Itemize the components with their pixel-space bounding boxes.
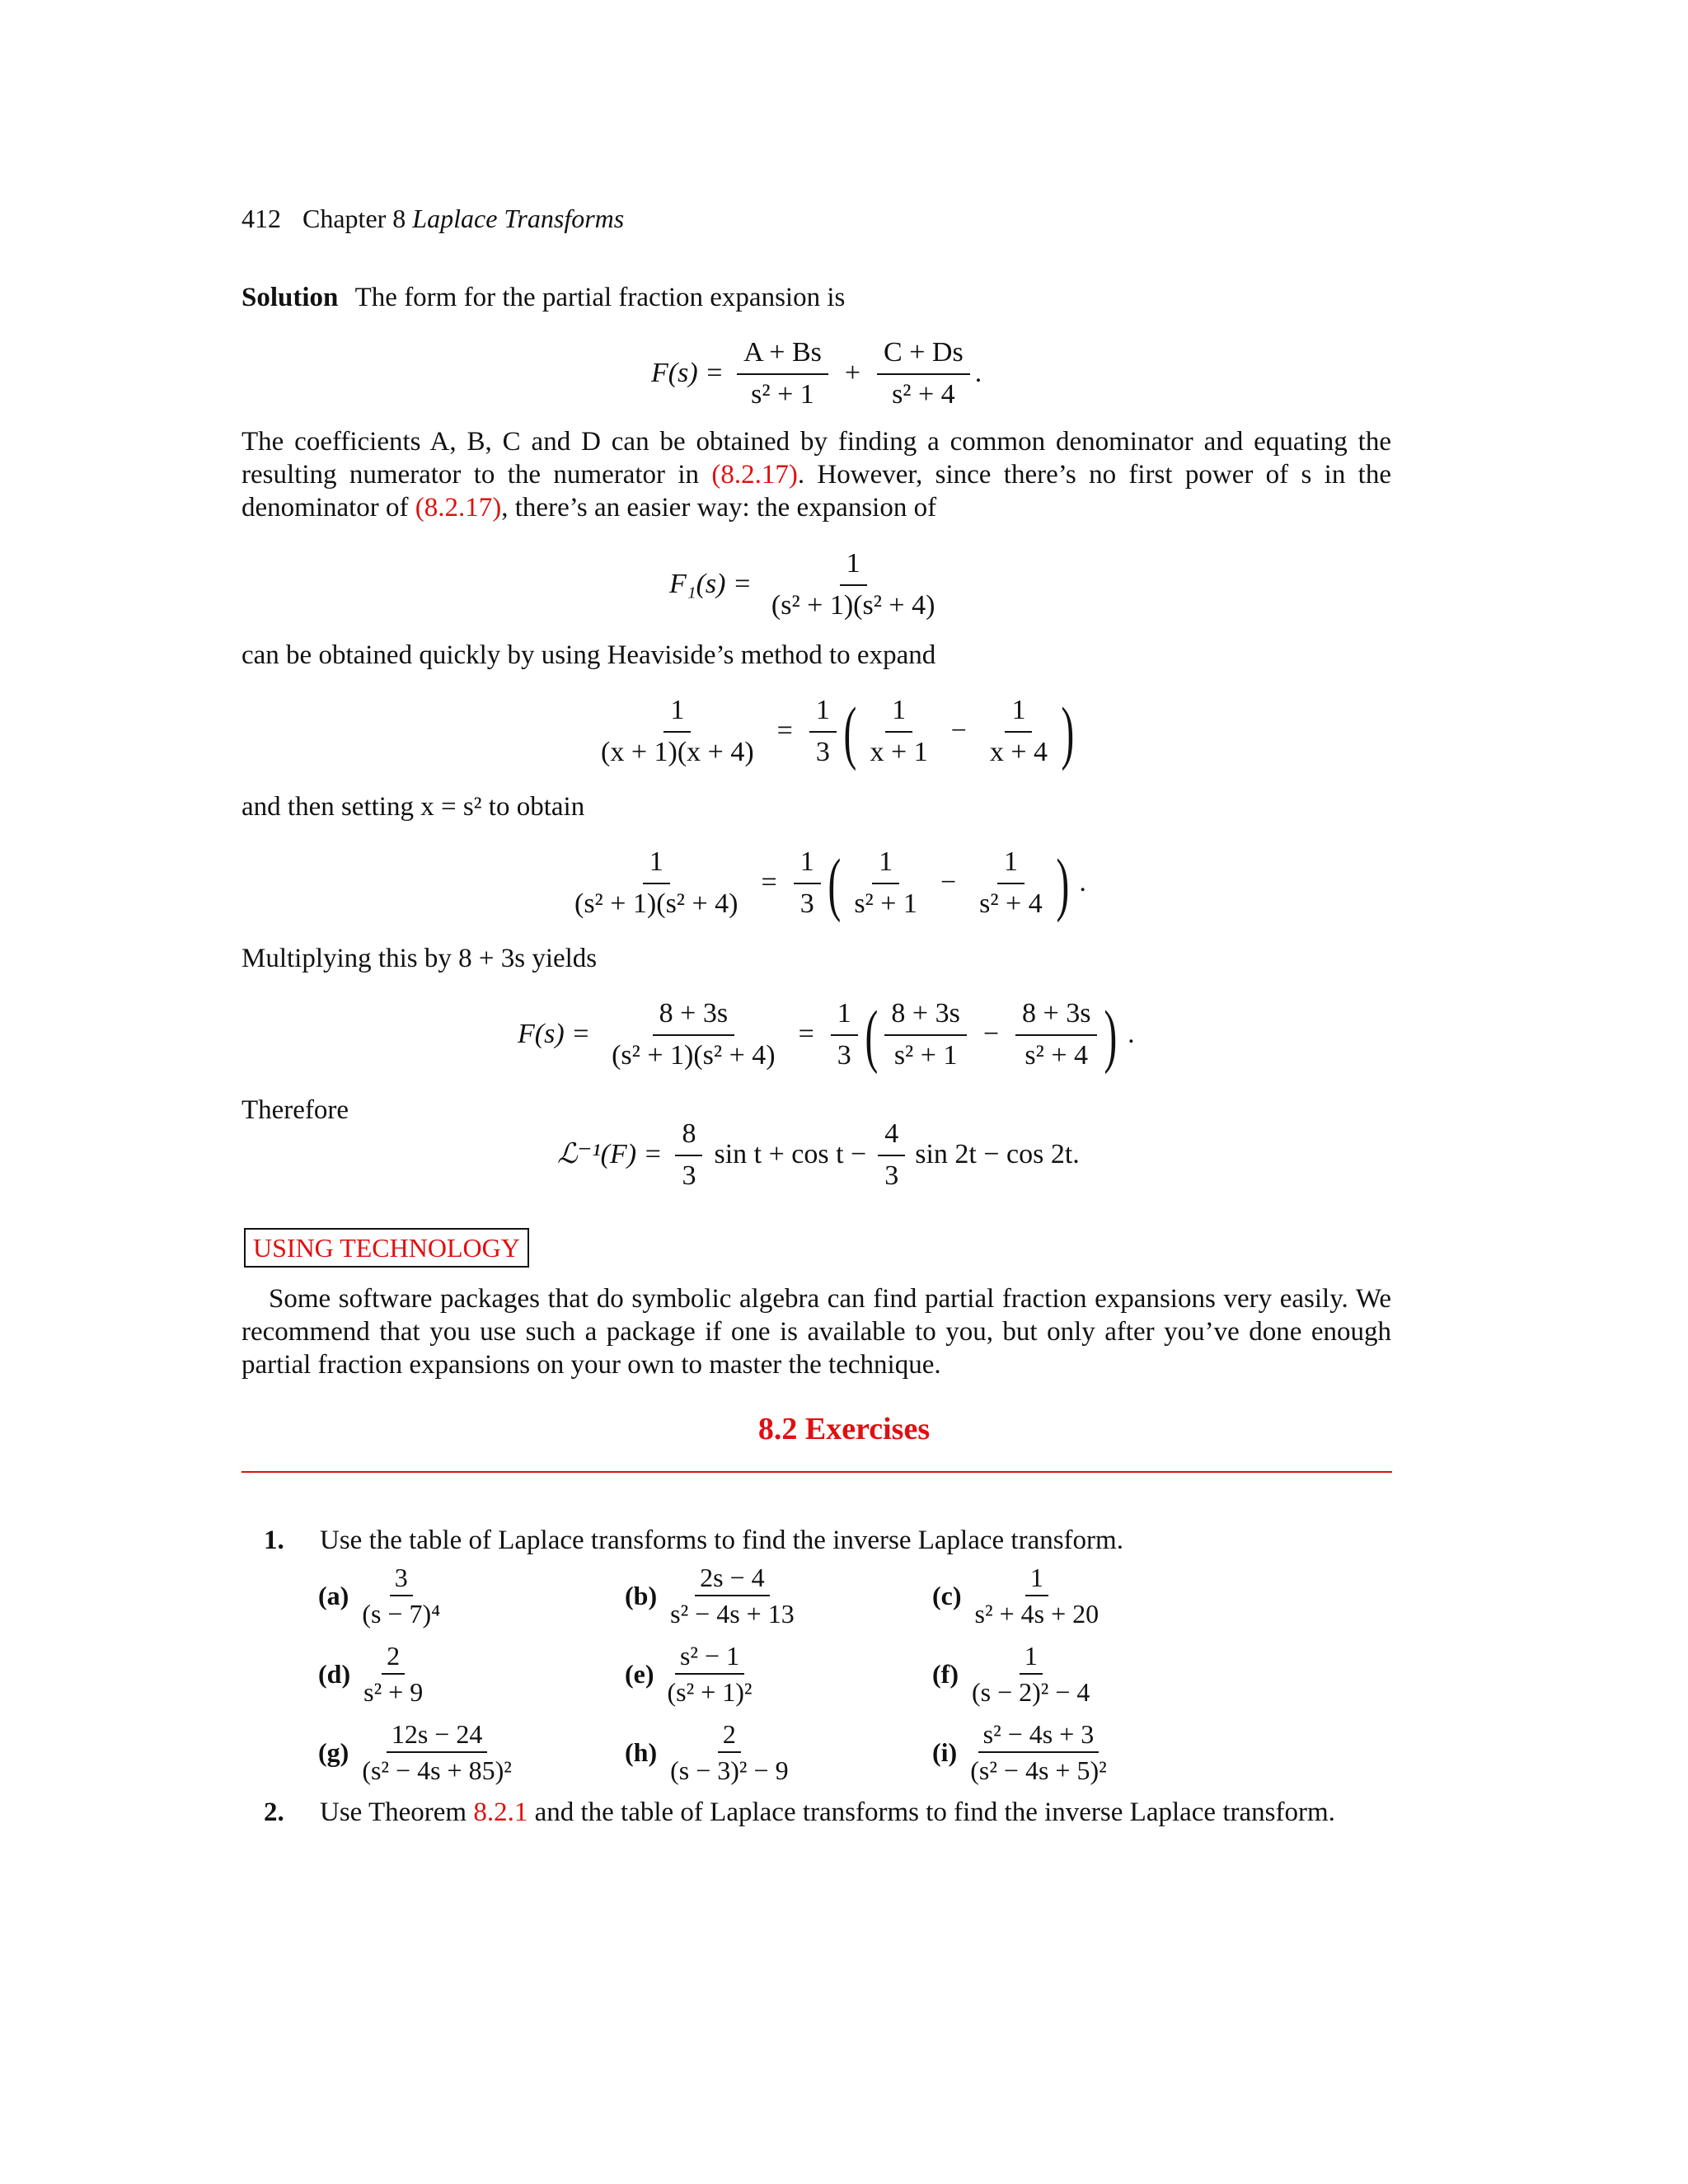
equation-4: $\frac{1}{\text{(s² + 1)(s² + 4)}}$ = $\frac{1}{3}$ ( $\frac{1}{\text{s² + 1}}$ − $\frac{1}{\text{s² + 4}}$ ) . bbox=[563, 846, 1086, 921]
eq4-minus: − bbox=[940, 867, 957, 898]
eq2-lhs: F₁(s) = bbox=[669, 569, 752, 600]
eq2-fraction bbox=[765, 547, 942, 623]
exercise-1-number: 1. bbox=[264, 1526, 284, 1555]
item-h-num: 2 bbox=[718, 1718, 741, 1753]
solution-paragraph-1 bbox=[241, 425, 1391, 524]
item-f-label: (f) bbox=[932, 1659, 959, 1690]
eq6-rest: sin 2t − cos 2t. bbox=[915, 1139, 1080, 1170]
eq5-a-den: s² + 1 bbox=[893, 1039, 958, 1071]
technology-paragraph: Some software packages that do symbolic algebra can find partial fraction expansions very easily. We recommend that you use such a package if one is available to you, but only after you’ve done enough partial fraction expansions on your own to master the technique. bbox=[241, 1284, 1391, 1380]
eq6-f2-num: 4 bbox=[878, 1118, 905, 1156]
item-i-num: s² − 4s + 3 bbox=[978, 1718, 1100, 1753]
eq1-term1 bbox=[737, 336, 828, 412]
item-b-den: s² − 4s + 13 bbox=[670, 1599, 795, 1629]
exercise-item-i bbox=[932, 1718, 1117, 1787]
eq3-term-b bbox=[983, 694, 1054, 770]
exercises-title: 8.2 Exercises bbox=[757, 1412, 931, 1446]
item-a-num: 3 bbox=[390, 1562, 413, 1596]
solution-paragraph-4: Multiplying this by 8 + 3s yields bbox=[241, 944, 598, 973]
eq6-f1-num: 8 bbox=[675, 1118, 702, 1156]
page-number: 412 bbox=[241, 204, 281, 233]
eq3-l-den: (x + 1)(x + 4) bbox=[601, 736, 754, 767]
eq5-l-den: (s² + 1)(s² + 4) bbox=[612, 1039, 776, 1071]
eq5-l-num: 8 + 3s bbox=[653, 997, 734, 1036]
eq6-f1-den: 3 bbox=[682, 1160, 696, 1191]
eq1-t2-den: s² + 4 bbox=[892, 378, 955, 410]
item-f-num: 1 bbox=[1020, 1640, 1043, 1675]
exercise-1-text: Use the table of Laplace transforms to find the inverse Laplace transform. bbox=[320, 1526, 1123, 1555]
para1-part-a: The coefficients A, B, C and D can be obtained by finding a common denominator and equating the resulting numerator to the numerator in bbox=[241, 427, 1391, 490]
item-h-den: (s − 3)² − 9 bbox=[670, 1755, 789, 1786]
ref-8-2-17-b[interactable]: (8.2.17) bbox=[415, 493, 502, 523]
eq2-num: 1 bbox=[840, 547, 867, 586]
theorem-8-2-1-link[interactable]: 8.2.1 bbox=[473, 1797, 528, 1827]
solution-intro-text: The form for the partial fraction expansion is bbox=[354, 283, 846, 312]
using-technology-box: USING TECHNOLOGY bbox=[244, 1228, 529, 1268]
eq5-c-num: 1 bbox=[831, 997, 858, 1036]
eq3-b-den: x + 4 bbox=[989, 736, 1048, 767]
item-g-num: 12s − 24 bbox=[387, 1718, 488, 1753]
eq1-t1-den: s² + 1 bbox=[751, 378, 814, 410]
solution-paragraph-3: and then setting x = s² to obtain bbox=[241, 792, 585, 822]
eq5-a-num: 8 + 3s bbox=[884, 997, 966, 1036]
item-c-den: s² + 4s + 20 bbox=[974, 1599, 1100, 1629]
eq3-term-a bbox=[863, 694, 934, 770]
item-c-num: 1 bbox=[1025, 1562, 1048, 1596]
eq4-term-b bbox=[973, 846, 1049, 921]
eq3-c-den: 3 bbox=[815, 736, 830, 767]
eq3-lhs-fraction bbox=[594, 694, 761, 770]
exercise-item-h bbox=[625, 1718, 799, 1787]
item-i-den: (s² − 4s + 5)² bbox=[970, 1755, 1107, 1786]
item-f-den: (s − 2)² − 4 bbox=[971, 1677, 1090, 1708]
equation-5: F(s) = $\frac{8 + 3s}{\text{(s² + 1)(s² + 4)}}$ = $\frac{1}{3}$ ( $\frac{8 + 3s}{\text{s² + 1}}$ − $\frac{8 + 3s}{\text{s² + 4}}$ ) . bbox=[518, 995, 1135, 1075]
eq5-c-den: 3 bbox=[837, 1039, 851, 1071]
eq3-b-num: 1 bbox=[1005, 694, 1032, 733]
eq4-b-den: s² + 4 bbox=[979, 888, 1043, 919]
eq6-middle: sin t + cos t − bbox=[714, 1139, 867, 1170]
chapter-label: Chapter 8 bbox=[302, 204, 406, 233]
eq5-b-den: s² + 4 bbox=[1025, 1039, 1089, 1071]
eq5-end: . bbox=[1128, 1019, 1135, 1050]
eq3-equals: = bbox=[776, 715, 793, 747]
eq5-term-b bbox=[1015, 997, 1097, 1073]
equation-3: $\frac{1}{(x + 1)(x + 4)}$ = $\frac{1}{3}$ ( $\frac{1}{x + 1}$ − $\frac{1}{x + 4}$ ) bbox=[589, 694, 1076, 770]
exercise-2-text bbox=[320, 1797, 1335, 1830]
eq3-l-num: 1 bbox=[663, 694, 691, 733]
eq1-plus: + bbox=[844, 358, 861, 389]
page-header bbox=[241, 203, 624, 234]
eq6-frac-2 bbox=[878, 1118, 905, 1193]
eq5-lhs-fraction bbox=[605, 997, 782, 1073]
item-g-label: (g) bbox=[318, 1737, 349, 1768]
eq1-lhs: F(s) = bbox=[651, 358, 724, 389]
item-d-label: (d) bbox=[318, 1659, 351, 1690]
ex2-part-a: Use Theorem bbox=[320, 1797, 474, 1827]
section-divider bbox=[241, 1471, 1392, 1473]
eq5-coef bbox=[831, 997, 858, 1073]
eq3-c-num: 1 bbox=[809, 694, 837, 733]
eq4-l-num: 1 bbox=[643, 846, 670, 884]
ref-8-2-17-a[interactable]: (8.2.17) bbox=[711, 460, 798, 490]
eq6-f2-den: 3 bbox=[884, 1160, 899, 1191]
item-a-den: (s − 7)⁴ bbox=[362, 1599, 441, 1629]
item-a-label: (a) bbox=[318, 1581, 349, 1611]
eq5-minus: − bbox=[982, 1019, 1000, 1050]
eq3-minus: − bbox=[950, 715, 967, 747]
exercise-item-a bbox=[318, 1562, 450, 1630]
item-d-den: s² + 9 bbox=[363, 1677, 424, 1708]
para1-part-b: . However, since there’s no first power of s in the denominator of bbox=[241, 460, 1391, 523]
eq5-lhs: F(s) = bbox=[518, 1019, 591, 1050]
item-h-label: (h) bbox=[625, 1737, 658, 1768]
chapter-title: Laplace Transforms bbox=[412, 204, 625, 233]
eq2-den: (s² + 1)(s² + 4) bbox=[771, 589, 935, 621]
eq6-lhs: ℒ⁻¹(F) = bbox=[557, 1139, 663, 1170]
eq4-equals: = bbox=[761, 867, 777, 898]
eq6-frac-1 bbox=[675, 1118, 702, 1193]
exercise-item-g bbox=[318, 1718, 522, 1787]
item-i-label: (i) bbox=[932, 1737, 958, 1768]
eq4-l-den: (s² + 1)(s² + 4) bbox=[574, 888, 738, 919]
para1-part-c: , there’s an easier way: the expansion of bbox=[501, 493, 937, 523]
eq4-coef bbox=[794, 846, 821, 921]
exercise-item-d bbox=[318, 1640, 433, 1708]
eq5-term-a bbox=[884, 997, 966, 1073]
eq4-b-num: 1 bbox=[997, 846, 1025, 884]
solution-label: Solution bbox=[241, 283, 339, 312]
equation-6 bbox=[557, 1118, 1080, 1193]
eq1-t2-num: C + Ds bbox=[877, 336, 970, 375]
item-e-num: s² − 1 bbox=[675, 1640, 744, 1675]
eq4-end: . bbox=[1079, 867, 1086, 898]
eq4-a-num: 1 bbox=[872, 846, 899, 884]
eq4-c-den: 3 bbox=[799, 888, 814, 919]
item-b-label: (b) bbox=[625, 1581, 658, 1611]
exercise-item-e bbox=[625, 1640, 762, 1708]
eq4-lhs-fraction bbox=[568, 846, 745, 921]
equation-1 bbox=[651, 336, 982, 412]
eq3-a-den: x + 1 bbox=[870, 736, 928, 767]
equation-2 bbox=[669, 547, 946, 623]
eq1-term2 bbox=[877, 336, 970, 412]
item-e-label: (e) bbox=[625, 1659, 654, 1690]
eq3-coef bbox=[809, 694, 837, 770]
eq5-equals: = bbox=[798, 1019, 814, 1050]
item-b-num: 2s − 4 bbox=[695, 1562, 770, 1596]
eq1-t1-num: A + Bs bbox=[737, 336, 828, 375]
eq1-end: . bbox=[974, 358, 982, 389]
eq4-a-den: s² + 1 bbox=[854, 888, 917, 919]
exercise-item-f bbox=[932, 1640, 1100, 1708]
solution-intro bbox=[241, 282, 845, 315]
ex2-part-b: and the table of Laplace transforms to find the inverse Laplace transform. bbox=[528, 1797, 1335, 1827]
eq4-c-num: 1 bbox=[794, 846, 821, 884]
eq3-a-num: 1 bbox=[885, 694, 912, 733]
solution-paragraph-2: can be obtained quickly by using Heaviside’s method to expand bbox=[241, 640, 936, 670]
eq5-b-num: 8 + 3s bbox=[1015, 997, 1097, 1036]
item-c-label: (c) bbox=[932, 1581, 962, 1611]
item-e-den: (s² + 1)² bbox=[667, 1677, 753, 1708]
exercise-2-number: 2. bbox=[264, 1797, 284, 1827]
eq4-term-a bbox=[847, 846, 924, 921]
solution-paragraph-5: Therefore bbox=[241, 1095, 349, 1125]
item-g-den: (s² − 4s + 85)² bbox=[362, 1755, 512, 1786]
exercise-item-c bbox=[932, 1562, 1109, 1630]
item-d-num: 2 bbox=[382, 1640, 405, 1675]
exercise-item-b bbox=[625, 1562, 804, 1630]
